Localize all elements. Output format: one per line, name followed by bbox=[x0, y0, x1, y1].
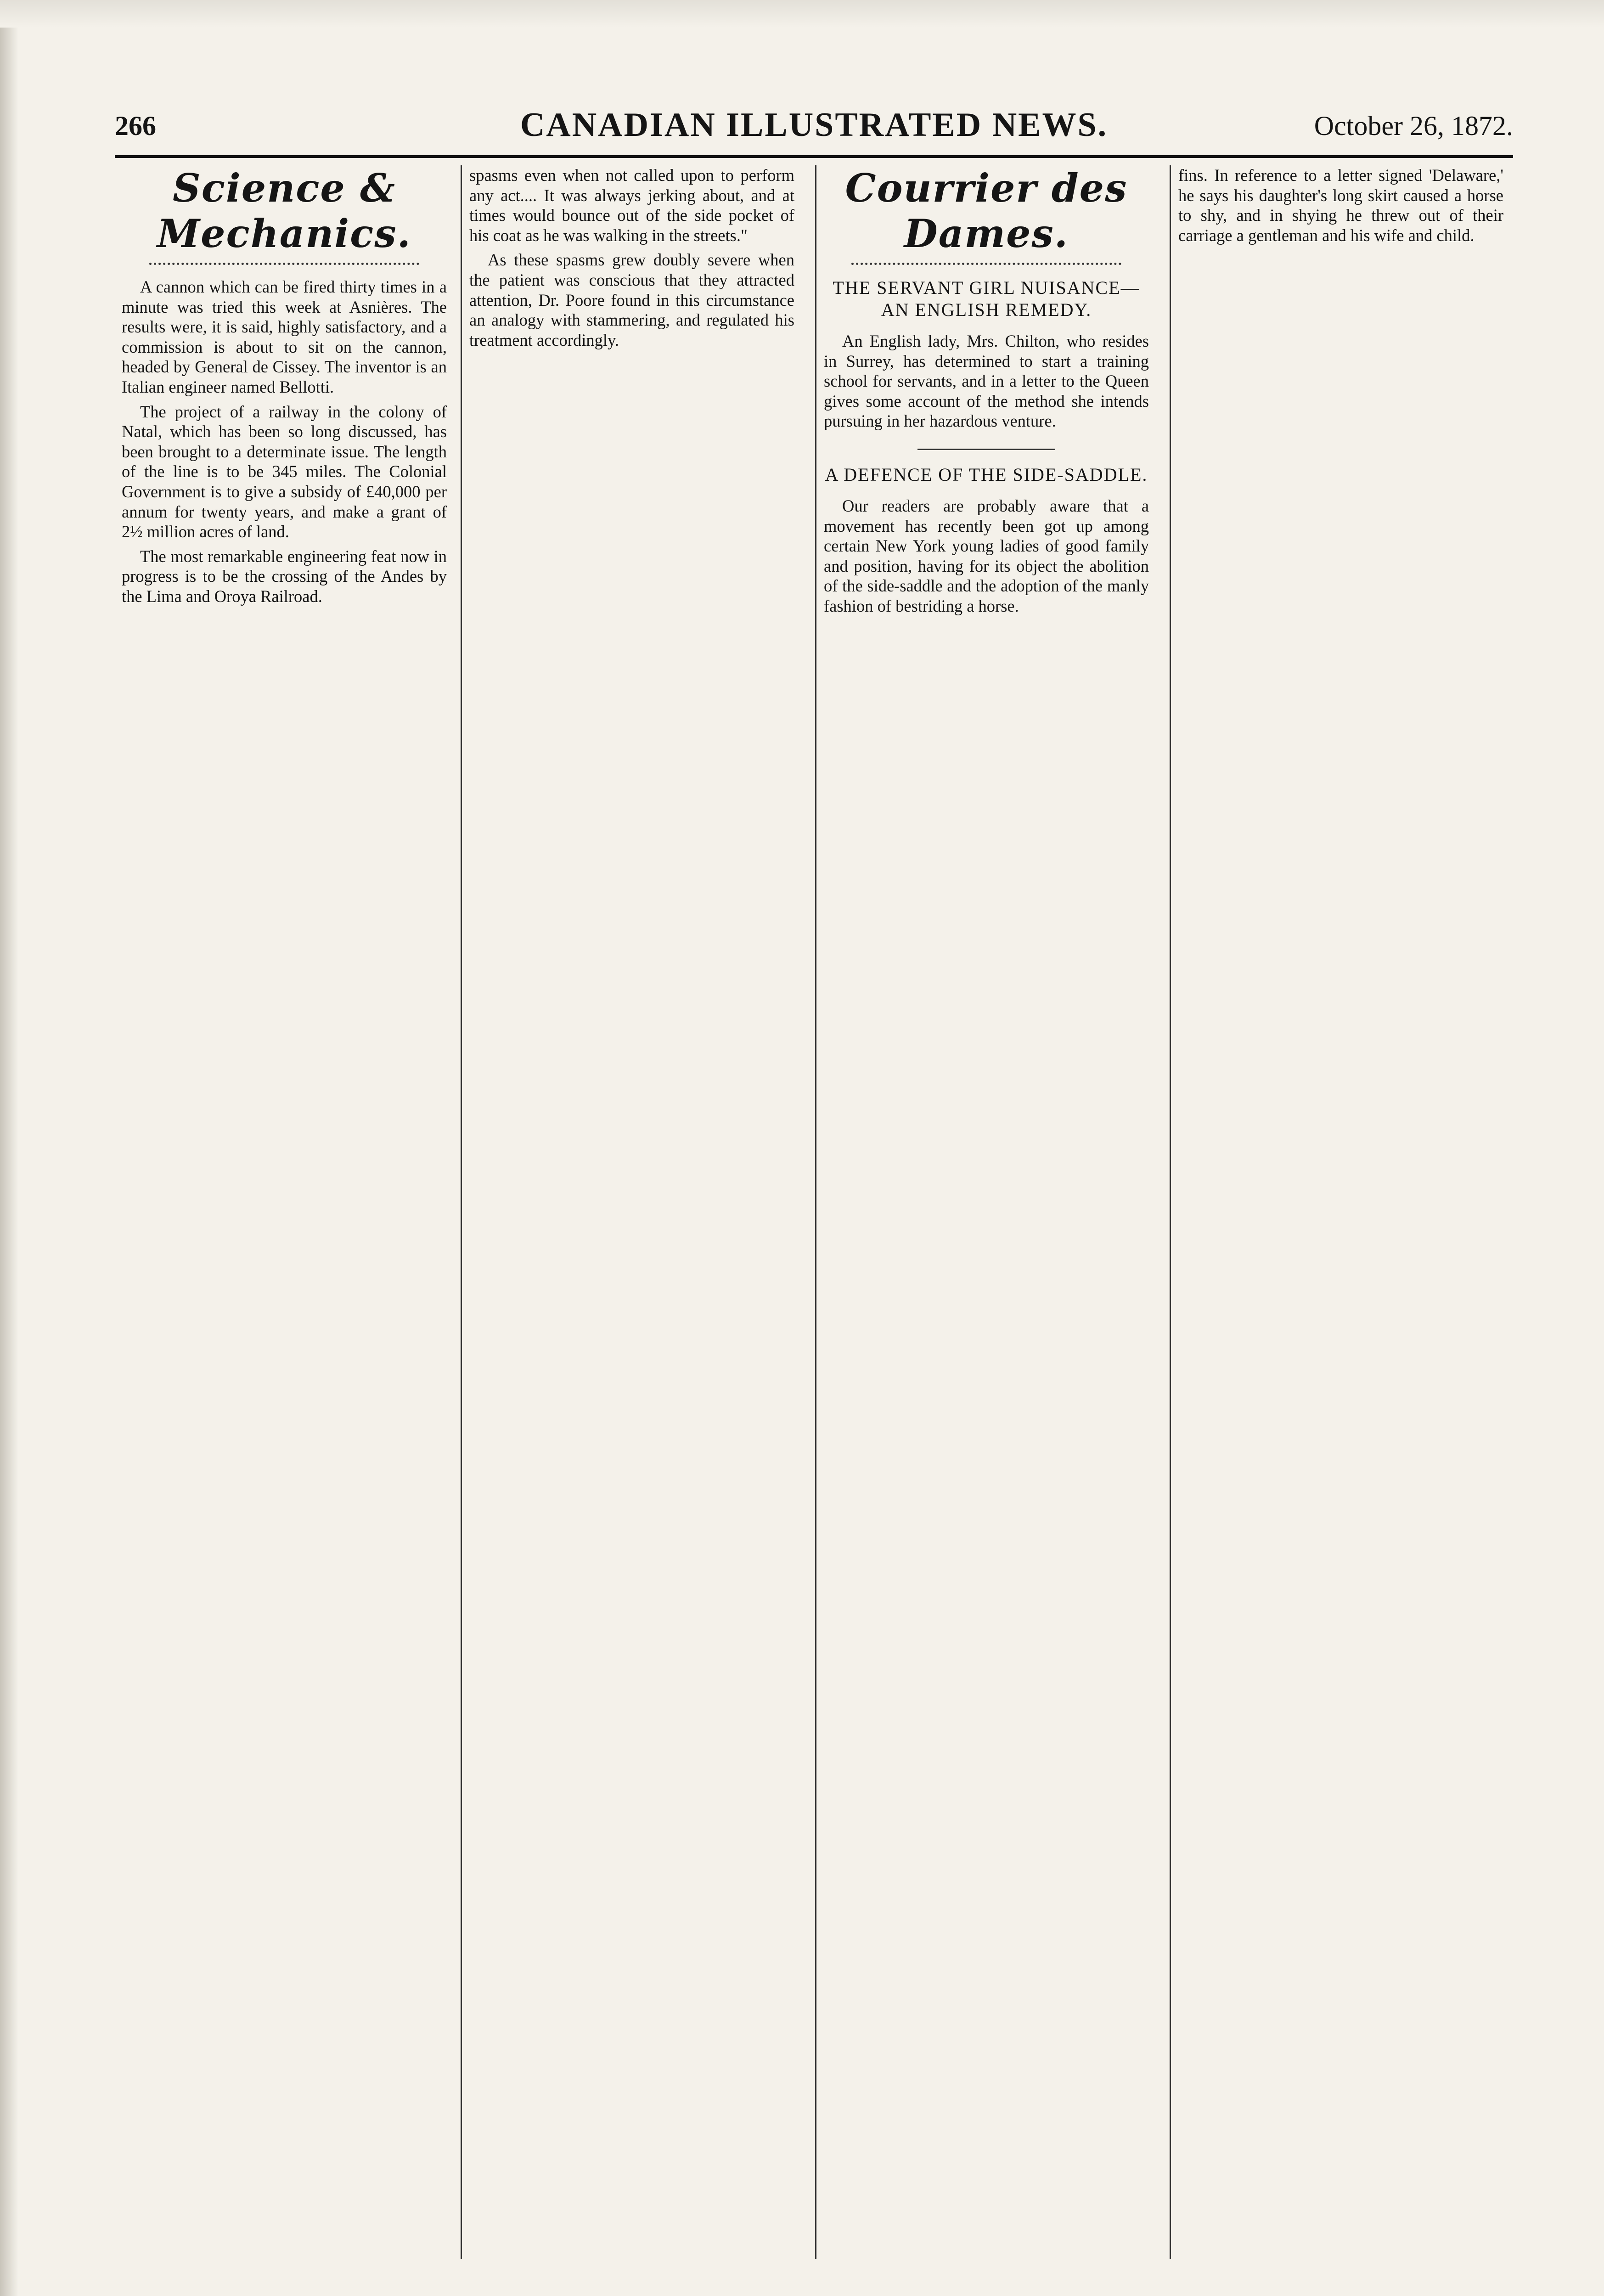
ornamental-rule bbox=[149, 258, 419, 265]
paragraph: The project of a railway in the colony of Natal, which has been so long discussed, has been brought to a determinate issue. The length of the line is to be 345 miles. The Colonial Government is to give a subsidy of £40,000 per annum for twenty years, and make a grant of 2½ million acres of land. bbox=[122, 402, 447, 541]
paragraph: A cannon which can be fired thirty times in a minute was tried this week at Asnières. The results were, it is said, highly satisfactory, and a commission is about to sit on the cannon, headed by General de Cissey. The inventor is an Italian engineer named Bellotti. bbox=[122, 277, 447, 396]
paragraph: The most remarkable engineering feat now in progress is to be the crossing of the Andes by the Lima and Oroya Railroad. bbox=[122, 546, 447, 606]
masthead: CANADIAN ILLUSTRATED NEWS. bbox=[520, 106, 1108, 144]
column-divider bbox=[1170, 165, 1171, 2259]
column-4 bbox=[1178, 165, 1503, 2259]
scan-shadow-left bbox=[0, 0, 18, 2296]
column-2 bbox=[469, 165, 794, 2259]
scan-shadow-top bbox=[0, 0, 1604, 28]
paragraph: fins. In reference to a letter signed 'Delaware,' he says his daughter's long skirt caused a horse to shy, and in shying he threw out of their carriage a gentleman and his wife and child. bbox=[1178, 166, 1503, 245]
paragraph: spasms even when not called upon to perform any act.... It was always jerking about, and at times would bounce out of the side pocket of his coat as he was walking in the streets." bbox=[469, 166, 794, 245]
paragraph: As these spasms grew doubly severe when the patient was conscious that they attracted attention, Dr. Poore found in this circumstance an analogy with stammering, and regulated his treatment accordingly. bbox=[469, 250, 794, 349]
article-text bbox=[122, 277, 447, 607]
column-divider bbox=[815, 165, 816, 2259]
section-rule bbox=[917, 449, 1055, 450]
ornamental-rule bbox=[851, 258, 1121, 265]
header-rule bbox=[115, 155, 1513, 158]
page-header bbox=[115, 101, 1513, 152]
article-heading: A DEFENCE OF THE SIDE-SADDLE. bbox=[825, 464, 1148, 485]
article-text bbox=[469, 165, 794, 350]
section-title-science: Science & Mechanics. bbox=[157, 165, 411, 256]
article-text bbox=[824, 331, 1149, 431]
column-1 bbox=[122, 165, 447, 2259]
article-text bbox=[824, 496, 1149, 616]
section-title-courrier: Courrier des Dames. bbox=[845, 165, 1128, 256]
column-divider bbox=[461, 165, 462, 2259]
paragraph: Our readers are probably aware that a movement has recently been got up among certain New York young ladies of good family and position, having for its object the abolition of the side-saddle and the adoption of the manly fashion of bestriding a horse. bbox=[824, 496, 1149, 615]
paragraph: An English lady, Mrs. Chilton, who resides in Surrey, has determined to start a training school for servants, and in a letter to the Queen gives some account of the method she intends pursuing in her hazardous venture. bbox=[824, 332, 1149, 431]
page-number: 266 bbox=[115, 111, 156, 141]
issue-date: October 26, 1872. bbox=[1314, 111, 1513, 141]
article-text bbox=[1178, 165, 1503, 245]
article-heading: THE SERVANT GIRL NUISANCE—AN ENGLISH REMEDY. bbox=[833, 277, 1140, 320]
column-3 bbox=[824, 165, 1149, 2259]
